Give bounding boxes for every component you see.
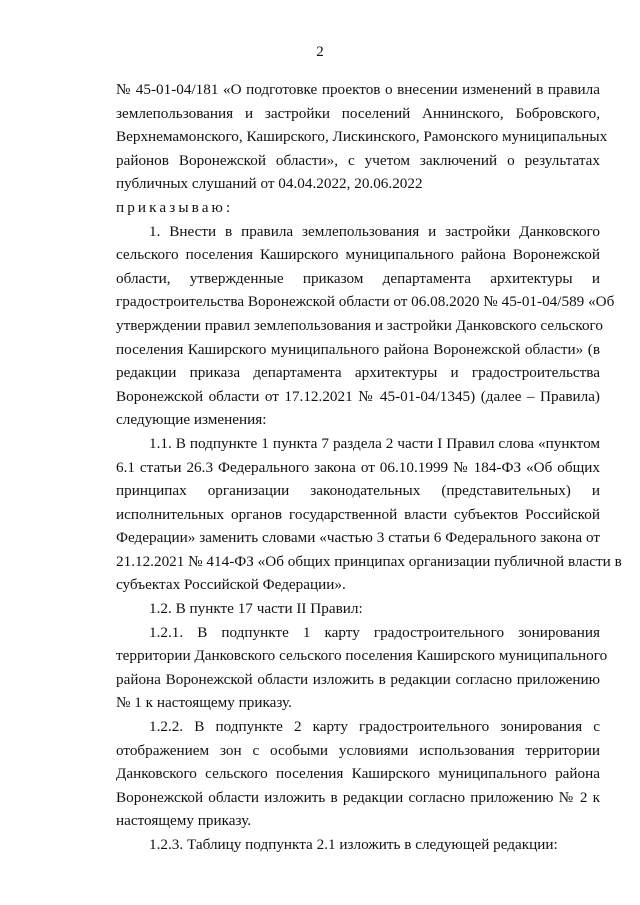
paragraph-1	[116, 220, 615, 432]
text-line: 1. Внести в правила землепользования и застройки Данковского	[149, 222, 600, 240]
text-line: области, утвержденные приказом департамента архитектуры и	[116, 269, 600, 287]
text-line: № 1 к настоящему приказу.	[116, 694, 292, 712]
text-line: публичных слушаний от 04.04.2022, 20.06.2022	[116, 175, 423, 193]
text-line: следующие изменения:	[116, 411, 267, 429]
text-line: 1.2.1. В подпункте 1 карту градостроительного зонирования	[149, 623, 600, 641]
intro-paragraph	[116, 78, 608, 196]
paragraph-1-2	[116, 597, 600, 621]
page-number: 2	[316, 44, 324, 60]
document-body	[116, 78, 622, 857]
text-line: Воронежской области от 17.12.2021 № 45-01-04/1345) (далее – Правила)	[116, 387, 600, 405]
order-word: приказываю:	[116, 198, 234, 216]
text-line: 21.12.2021 № 414-ФЗ «Об общих принципах организации публичной власти в	[116, 552, 622, 570]
text-line: градостроительства Воронежской области от 06.08.2020 № 45-01-04/589 «Об	[116, 293, 615, 311]
text-line: Данковского сельского поселения Каширского муниципального района	[116, 765, 600, 783]
paragraph-1-2-1	[116, 621, 608, 715]
text-line: 1.2.2. В подпункте 2 карту градостроительного зонирования с	[149, 718, 600, 736]
text-line: 1.1. В подпункте 1 пункта 7 раздела 2 части I Правил слова «пунктом	[149, 434, 600, 452]
text-line: принципах организации законодательных (представительных) и	[116, 482, 600, 500]
text-line: Воронежской области изложить в редакции согласно приложению № 2 к	[116, 788, 600, 806]
text-line: Федерации» заменить словами «частью 3 статьи 6 Федерального закона от	[116, 529, 600, 547]
text-line: землепользования и застройки поселений Аннинского, Бобровского,	[116, 104, 600, 122]
paragraph-1-2-3	[116, 833, 600, 857]
text-line: субъектах Российской Федерации».	[116, 576, 346, 594]
text-line: района Воронежской области изложить в редакции согласно приложению	[116, 670, 600, 688]
text-line: 1.2. В пункте 17 части II Правил:	[149, 600, 363, 618]
text-line: территории Данковского сельского поселения Каширского муниципального	[116, 647, 608, 665]
text-line: № 45-01-04/181 «О подготовке проектов о внесении изменений в правила	[116, 81, 600, 98]
text-line: сельского поселения Каширского муниципального района Воронежской	[116, 246, 600, 264]
paragraph-1-2-2	[116, 715, 600, 833]
text-line: Верхнемамонского, Каширского, Лискинского, Рамонского муниципальных	[116, 128, 608, 146]
text-line: исполнительных органов государственной власти субъектов Российской	[116, 505, 600, 523]
text-line: 1.2.3. Таблицу подпункта 2.1 изложить в следующей редакции:	[149, 836, 558, 853]
text-line: районов Воронежской области», с учетом заключений о результатах	[116, 151, 600, 169]
text-line: утверждении правил землепользования и застройки Данковского сельского	[116, 316, 603, 334]
paragraph-1-1	[116, 432, 622, 597]
text-line: настоящему приказу.	[116, 812, 252, 830]
text-line: поселения Каширского муниципального района Воронежской области» (в	[116, 340, 600, 358]
text-line: редакции приказа департамента архитектуры и градостроительства	[116, 364, 600, 382]
text-line: 6.1 статьи 26.3 Федерального закона от 06.10.1999 № 184-ФЗ «Об общих	[116, 458, 600, 476]
text-line: отображением зон с особыми условиями использования территории	[116, 741, 600, 759]
